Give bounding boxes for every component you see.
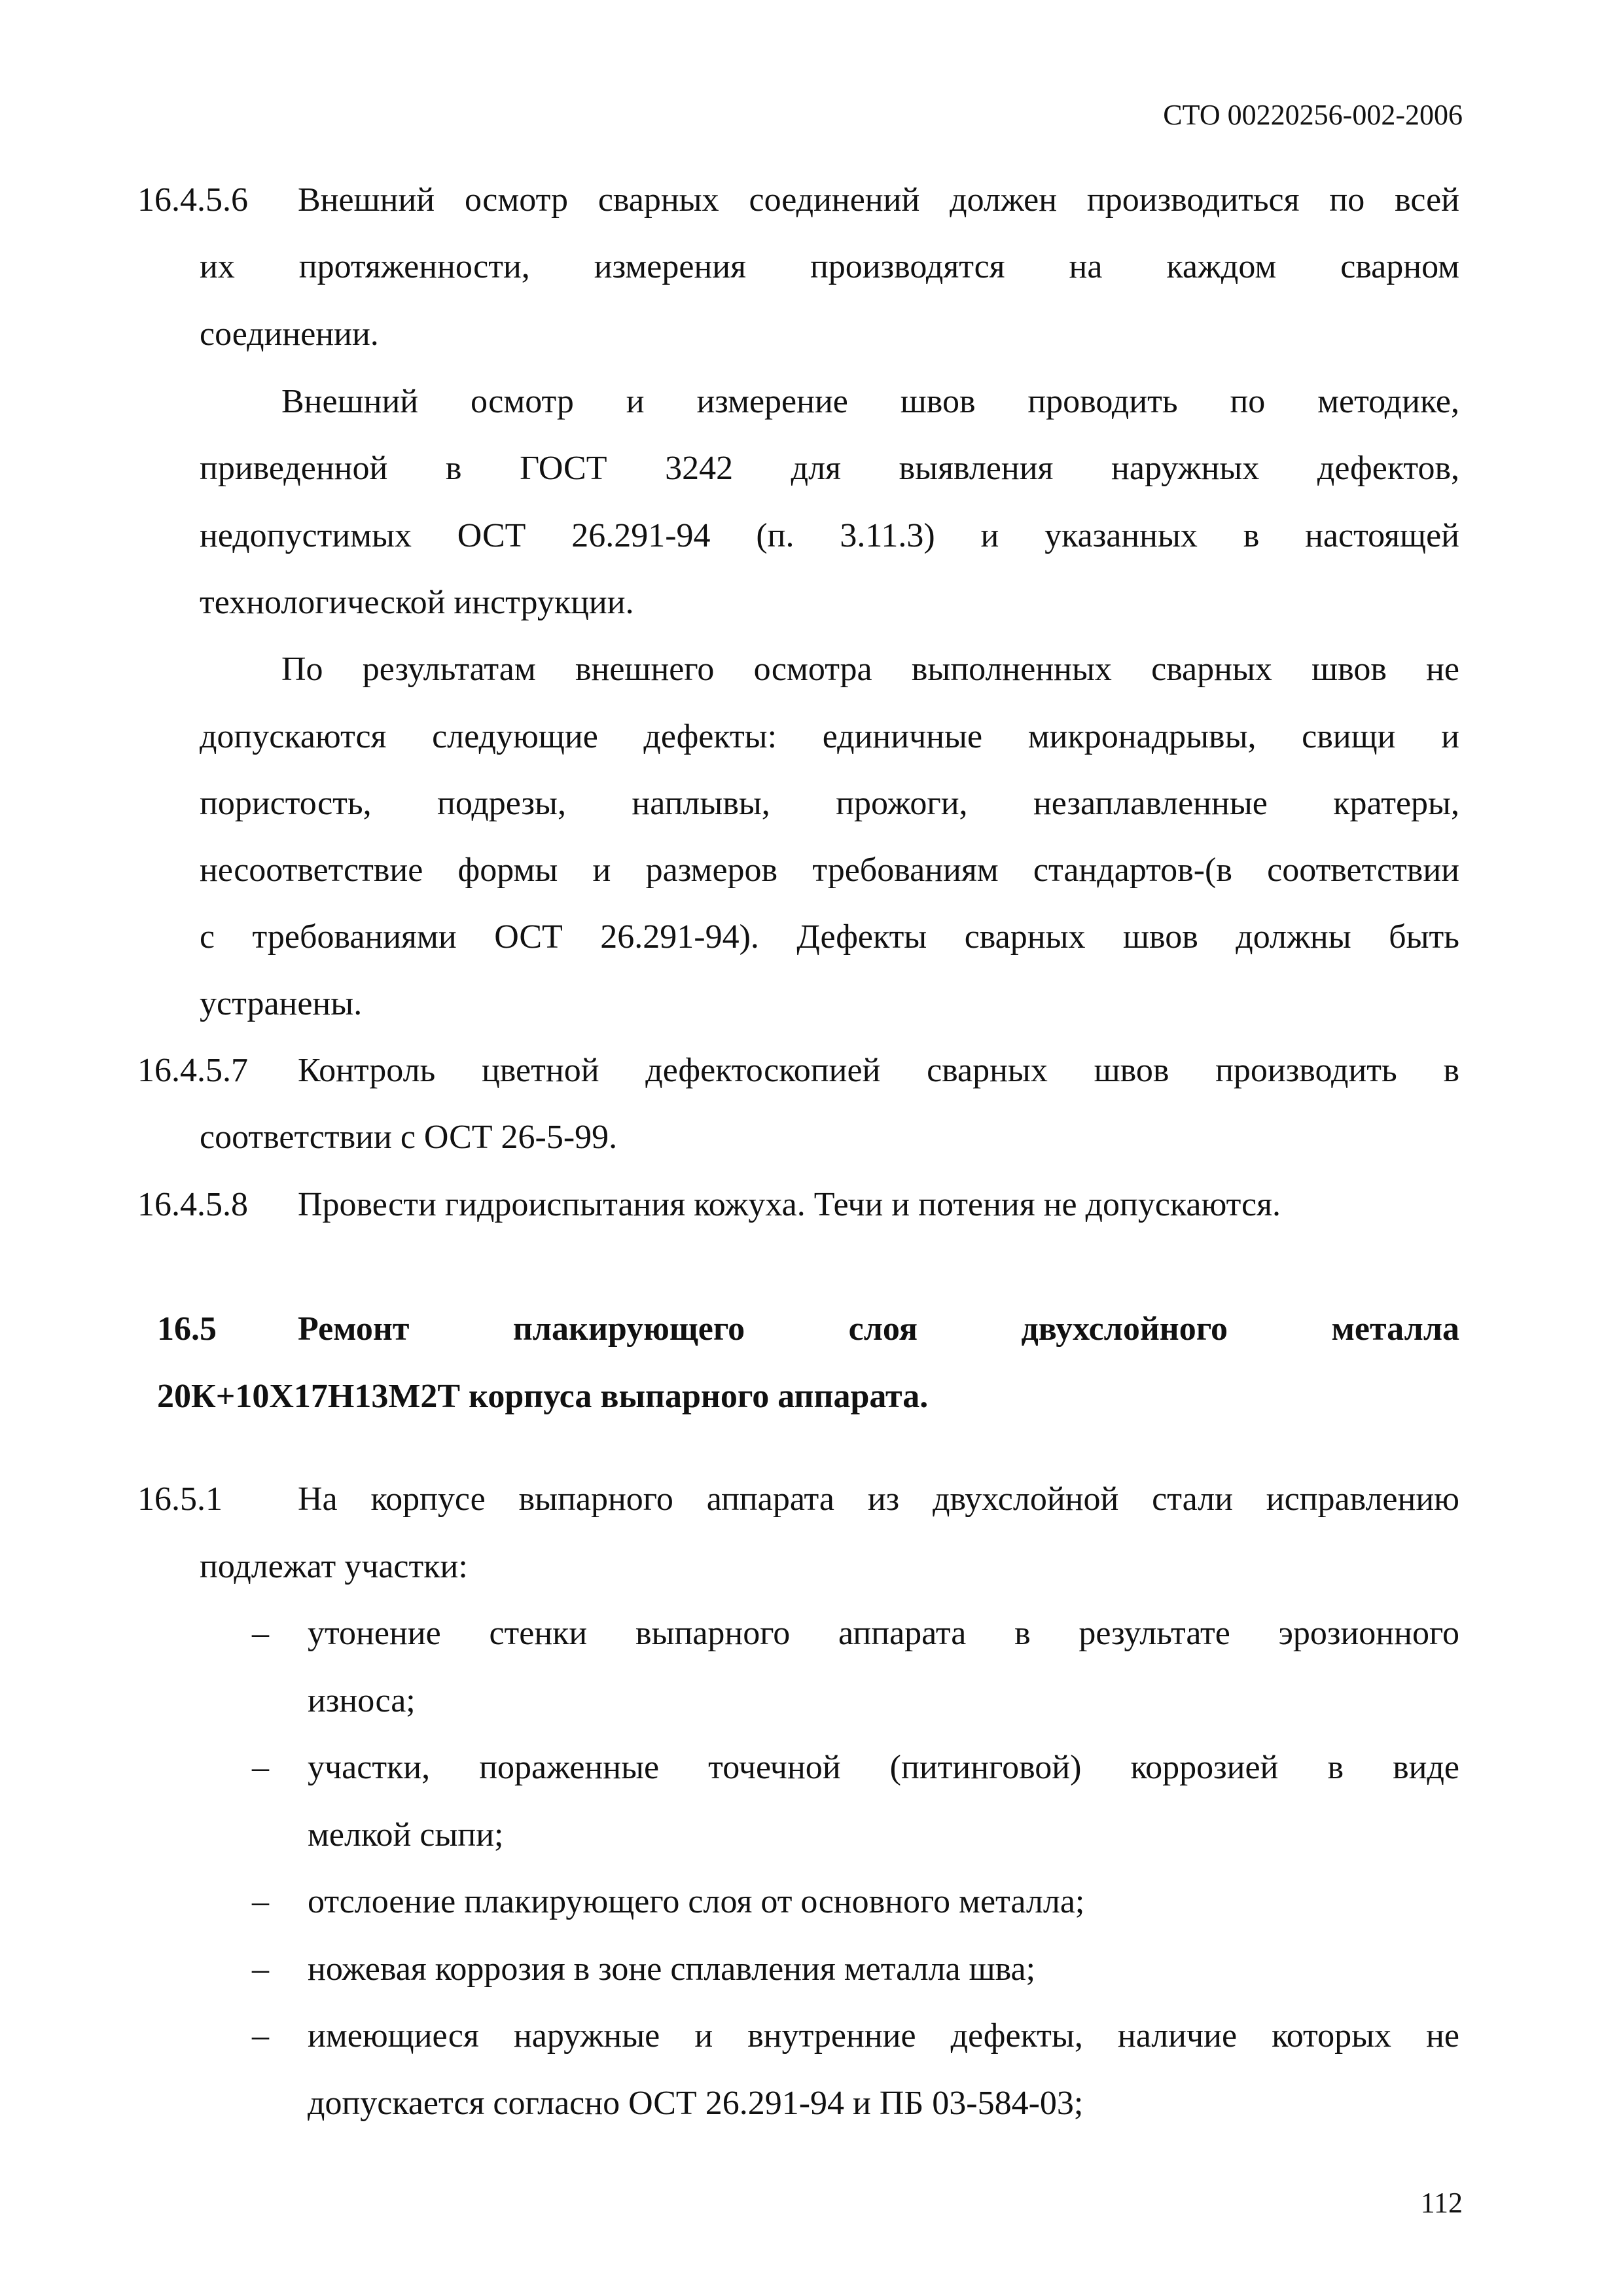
paragraph-text-line: приведенной в ГОСТ 3242 для выявления наружных дефектов, <box>200 450 1459 487</box>
clause-text-line: Контроль цветной дефектоскопией сварных швов производить в <box>298 1052 1459 1089</box>
list-item-line: износа; <box>308 1682 416 1719</box>
document-code-header: СТО 00220256-002-2006 <box>1163 99 1463 131</box>
list-item-line: участки, пораженные точечной (питинговой) коррозией в виде <box>308 1749 1459 1786</box>
clause-text-line: их протяженности, измерения производятся на каждом сварном <box>200 248 1459 285</box>
clause-number-16-5-1: 16.5.1 <box>137 1480 223 1518</box>
section-number-16-5: 16.5 <box>157 1310 217 1348</box>
section-heading-line: Ремонт плакирующего слоя двухслойного металла <box>298 1310 1459 1348</box>
clause-number-16-4-5-8: 16.4.5.8 <box>137 1186 248 1223</box>
list-item-line: утонение стенки выпарного аппарата в результате эрозионного <box>308 1615 1459 1652</box>
list-bullet-dash: – <box>252 1883 269 1920</box>
paragraph-text-line: допускаются следующие дефекты: единичные микронадрывы, свищи и <box>200 718 1459 755</box>
clause-number-16-4-5-6: 16.4.5.6 <box>137 181 248 219</box>
list-bullet-dash: – <box>252 1950 269 1988</box>
clause-text-line: соединении. <box>200 315 379 353</box>
list-bullet-dash: – <box>252 1749 269 1786</box>
clause-text-line: Внешний осмотр сварных соединений должен производиться по всей <box>298 181 1459 219</box>
clause-text-line: подлежат участки: <box>200 1548 468 1585</box>
list-item-line: допускается согласно ОСТ 26.291-94 и ПБ 03-584-03; <box>308 2085 1084 2122</box>
section-heading-line: 20К+10Х17Н13М2Т корпуса выпарного аппарата. <box>157 1378 929 1415</box>
list-item-line: отслоение плакирующего слоя от основного металла; <box>308 1883 1085 1920</box>
clause-text-line: Провести гидроиспытания кожуха. Течи и потения не допускаются. <box>298 1186 1281 1223</box>
paragraph-text-line: Внешний осмотр и измерение швов проводить по методике, <box>281 383 1459 420</box>
paragraph-text-line: пористость, подрезы, наплывы, прожоги, незаплавленные кратеры, <box>200 785 1459 822</box>
list-bullet-dash: – <box>252 2017 269 2054</box>
paragraph-text-line: технологической инструкции. <box>200 584 634 621</box>
paragraph-text-line: недопустимых ОСТ 26.291-94 (п. 3.11.3) и указанных в настоящей <box>200 517 1459 554</box>
paragraph-text-line: устранены. <box>200 985 363 1022</box>
list-bullet-dash: – <box>252 1615 269 1652</box>
clause-text-line: На корпусе выпарного аппарата из двухслойной стали исправлению <box>298 1480 1459 1518</box>
clause-text-line: соответствии с ОСТ 26-5-99. <box>200 1119 618 1156</box>
page-number: 112 <box>1420 2187 1463 2219</box>
list-item-line: имеющиеся наружные и внутренние дефекты, наличие которых не <box>308 2017 1459 2054</box>
clause-number-16-4-5-7: 16.4.5.7 <box>137 1052 248 1089</box>
list-item-line: ножевая коррозия в зоне сплавления металла шва; <box>308 1950 1036 1988</box>
paragraph-text-line: По результатам внешнего осмотра выполненных сварных швов не <box>281 651 1459 688</box>
paragraph-text-line: с требованиями ОСТ 26.291-94). Дефекты сварных швов должны быть <box>200 918 1459 956</box>
paragraph-text-line: несоответствие формы и размеров требованиям стандартов-(в соответствии <box>200 852 1459 889</box>
list-item-line: мелкой сыпи; <box>308 1816 504 1854</box>
